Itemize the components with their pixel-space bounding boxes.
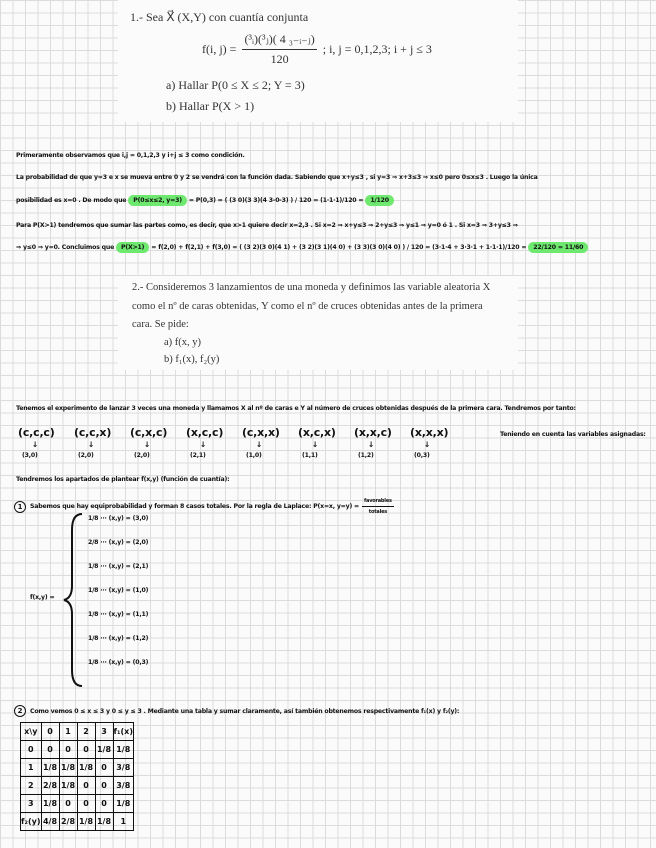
problem-2-line-3: cara. Se pide: [132, 319, 189, 330]
case-row [88, 659, 148, 666]
step-1-number: 1 [14, 501, 26, 513]
outcome-4: (c,x,x) [242, 426, 280, 439]
table-cell: 3 [95, 723, 113, 741]
table-cell: 1 [21, 759, 42, 777]
outcomes-note: Teniendo en cuenta las variables asignadas: [500, 431, 646, 438]
table-cell: 1/8 [113, 795, 133, 813]
table-cell: 0 [95, 777, 113, 795]
outcome-7: (x,x,x) [410, 426, 449, 439]
step-2 [14, 705, 459, 717]
case-row [88, 587, 148, 594]
table-cell: 0 [59, 795, 77, 813]
problem-2-part-a: a) f(x, y) [164, 337, 202, 348]
step-2-number: 2 [14, 705, 26, 717]
case-probability: 1/8 [88, 587, 99, 594]
case-dots: ··· [98, 515, 109, 522]
solution-1-line-3 [16, 197, 394, 204]
case-row [88, 635, 148, 642]
result-a-highlight: 1/120 [365, 195, 393, 206]
solution-1-line-2: La probabilidad de que y=3 e x se mueva entre 0 y 2 se vendrá con la función dada. Sabiendo que x+y≤3 , si y=3 ⇒ x+3≤3 ⇒ x≤0 pero 0≤x≤3 . Luego la única [16, 174, 538, 181]
table-row [21, 777, 134, 795]
line-3-computation: = P(0,3) = ( (3 0)(3 3)(4 3-0-3) ) / 120 = (1·1·1)/120 = [188, 197, 364, 204]
fxy-label: f(x,y) = [30, 594, 55, 601]
case-probability: 1/8 [88, 611, 99, 618]
formula-conditions: ; i, j = 0,1,2,3; i + j ≤ 3 [322, 42, 432, 56]
case-condition: (x,y) = (3,0) [108, 515, 149, 522]
table-cell: 0 [95, 795, 113, 813]
case-dots: ··· [98, 539, 109, 546]
table-cell: 0 [41, 723, 59, 741]
problem-1-title: 1.- Sea X⃗ (X,Y) con cuantía conjunta [130, 10, 309, 24]
laplace-fraction [362, 498, 394, 515]
piecewise-brace [60, 510, 90, 690]
case-dots: ··· [98, 563, 109, 570]
arrow-down-icon: ↓ [256, 440, 263, 449]
formula-denominator: 120 [270, 52, 289, 66]
pair-7: (0,3) [414, 452, 430, 459]
table-cell: 1/8 [41, 759, 59, 777]
outcome-2: (c,x,c) [130, 426, 168, 439]
table-cell: f₁(x) [113, 723, 133, 741]
formula-fraction [242, 32, 316, 67]
problem-1-part-b: b) Hallar P(X > 1) [166, 99, 255, 113]
table-row [21, 741, 134, 759]
problem-2-line-2: como el nº de caras obtenidas, Y como el nº de cruces obtenidas antes de la primera [132, 301, 483, 312]
table-cell: 0 [95, 759, 113, 777]
pair-5: (1,1) [302, 452, 318, 459]
highlight-p-b: P(X>1) [116, 242, 149, 253]
formula-numerator: (³ᵢ)(³ⱼ)( 4 ₃₋ᵢ₋ⱼ) [242, 32, 316, 50]
solution-2-intro: Tenemos el experimento de lanzar 3 veces una moneda y llamamos X al nº de caras e Y al número de cruces obtenidas después de la primera cara. Tendremos por tanto: [16, 405, 576, 412]
table-cell: 0 [59, 741, 77, 759]
pair-0: (3,0) [22, 452, 38, 459]
table-cell: 3 [21, 795, 42, 813]
table-cell: 0 [77, 795, 95, 813]
table-cell: 2/8 [41, 777, 59, 795]
outcome-5: (x,c,x) [298, 426, 336, 439]
case-dots: ··· [98, 611, 109, 618]
case-row [88, 563, 148, 570]
table-cell: 1/8 [59, 759, 77, 777]
table-cell: 1 [113, 813, 133, 831]
case-row [88, 515, 148, 522]
piecewise-cases [88, 515, 268, 685]
table-cell: x\y [21, 723, 42, 741]
case-probability: 1/8 [88, 635, 99, 642]
case-dots: ··· [98, 587, 109, 594]
case-condition: (x,y) = (2,1) [108, 563, 149, 570]
pair-3: (2,1) [190, 452, 206, 459]
table-cell: 1 [59, 723, 77, 741]
table-cell: 4/8 [41, 813, 59, 831]
line-5-computation: = f(2,0) + f(2,1) + f(3,0) = ( (3 2)(3 0)(4 1) + (3 2)(3 1)(4 0) + (3 3)(3 0)(4 0) ) / 120 = (3·1·4 + 3·3·1 + 1·1·1)/120 = [151, 244, 527, 251]
case-probability: 1/8 [88, 563, 99, 570]
table-cell: 1/8 [41, 795, 59, 813]
case-condition: (x,y) = (0,3) [108, 659, 149, 666]
case-dots: ··· [98, 659, 109, 666]
result-b-highlight: 22/120 = 11/60 [528, 242, 588, 253]
table-row [21, 723, 134, 741]
pair-1: (2,0) [78, 452, 94, 459]
arrow-down-icon: ↓ [312, 440, 319, 449]
table-cell: 2/8 [59, 813, 77, 831]
joint-mass-formula [202, 32, 432, 67]
pair-4: (1,0) [246, 452, 262, 459]
table-cell: 1/8 [77, 813, 95, 831]
problem-1-box [118, 0, 518, 122]
case-condition: (x,y) = (1,0) [108, 587, 149, 594]
line-3-text: posibilidad es x=0 . De modo que [16, 197, 127, 204]
case-probability: 2/8 [88, 539, 99, 546]
table-cell: 1/8 [113, 741, 133, 759]
table-cell: 0 [21, 741, 42, 759]
arrow-down-icon: ↓ [368, 440, 375, 449]
solution-1-line-5 [16, 244, 588, 251]
outcome-1: (c,c,x) [74, 426, 112, 439]
table-cell: 1/8 [95, 741, 113, 759]
problem-2-box [118, 276, 518, 370]
case-condition: (x,y) = (2,0) [108, 539, 149, 546]
table-cell: 0 [77, 777, 95, 795]
case-condition: (x,y) = (1,1) [108, 611, 149, 618]
step-1-text: Sabemos que hay equiprobabilidad y forman 8 casos totales. Por la regla de Laplace: P(x=x, y=y) = [30, 503, 360, 510]
outcome-6: (x,x,c) [354, 426, 392, 439]
marginal-table [20, 722, 134, 831]
table-cell: 2 [21, 777, 42, 795]
table-row [21, 795, 134, 813]
case-row [88, 539, 148, 546]
laplace-numerator: favorables [362, 498, 394, 507]
problem-1-part-a: a) Hallar P(0 ≤ X ≤ 2; Y = 3) [166, 78, 305, 92]
step-2-text: Como vemos 0 ≤ x ≤ 3 y 0 ≤ y ≤ 3 . Mediante una tabla y sumar claramente, así también obtenemos respectivamente f₁(x) y f₂(y): [30, 707, 460, 715]
solution-1-line-4: Para P(X>1) tendremos que sumar las partes como, es decir, que x>1 quiere decir x=2,3 . Si x=2 ⇒ x+y≤3 ⇒ 2+y≤3 ⇒ y≤1 ⇒ y=0 ó 1 . Si x=3 ⇒ 3+y≤3 ⇒ [16, 222, 518, 229]
table-cell: f₂(y) [21, 813, 42, 831]
case-condition: (x,y) = (1,2) [108, 635, 149, 642]
case-row [88, 611, 148, 618]
pair-2: (2,0) [134, 452, 150, 459]
highlight-p-a: P(0≤x≤2, y=3) [128, 195, 187, 206]
solution-1-line-1: Primeramente observamos que i,j = 0,1,2,3 y i+j ≤ 3 como condición. [16, 152, 245, 159]
table-cell: 0 [41, 741, 59, 759]
problem-2-title: 2.- Consideremos 3 lanzamientos de una moneda y definimos las variable aleatoria X [132, 282, 491, 293]
table-row [21, 759, 134, 777]
arrow-down-icon: ↓ [88, 440, 95, 449]
outcome-0: (c,c,c) [18, 426, 55, 439]
step-intro: Tendremos los apartados de plantear f(x,y) (función de cuantía): [16, 476, 230, 483]
case-probability: 1/8 [88, 515, 99, 522]
table-cell: 0 [77, 741, 95, 759]
line-5-text: ⇒ y≤0 ⇒ y=0. Concluimos que [16, 244, 115, 251]
formula-lhs: f(i, j) = [202, 42, 237, 56]
case-probability: 1/8 [88, 659, 99, 666]
table-cell: 3/8 [113, 777, 133, 795]
case-dots: ··· [98, 635, 109, 642]
laplace-denominator: totales [368, 509, 388, 515]
table-cell: 1/8 [77, 759, 95, 777]
arrow-down-icon: ↓ [424, 440, 431, 449]
table-row [21, 813, 134, 831]
arrow-down-icon: ↓ [32, 440, 39, 449]
table-cell: 1/8 [59, 777, 77, 795]
arrow-down-icon: ↓ [200, 440, 207, 449]
problem-2-part-b: b) f₁(x), f₂(y) [164, 354, 220, 365]
outcome-3: (x,c,c) [186, 426, 224, 439]
table-cell: 1/8 [95, 813, 113, 831]
table-cell: 3/8 [113, 759, 133, 777]
pair-6: (1,2) [358, 452, 374, 459]
table-cell: 2 [77, 723, 95, 741]
arrow-down-icon: ↓ [144, 440, 151, 449]
